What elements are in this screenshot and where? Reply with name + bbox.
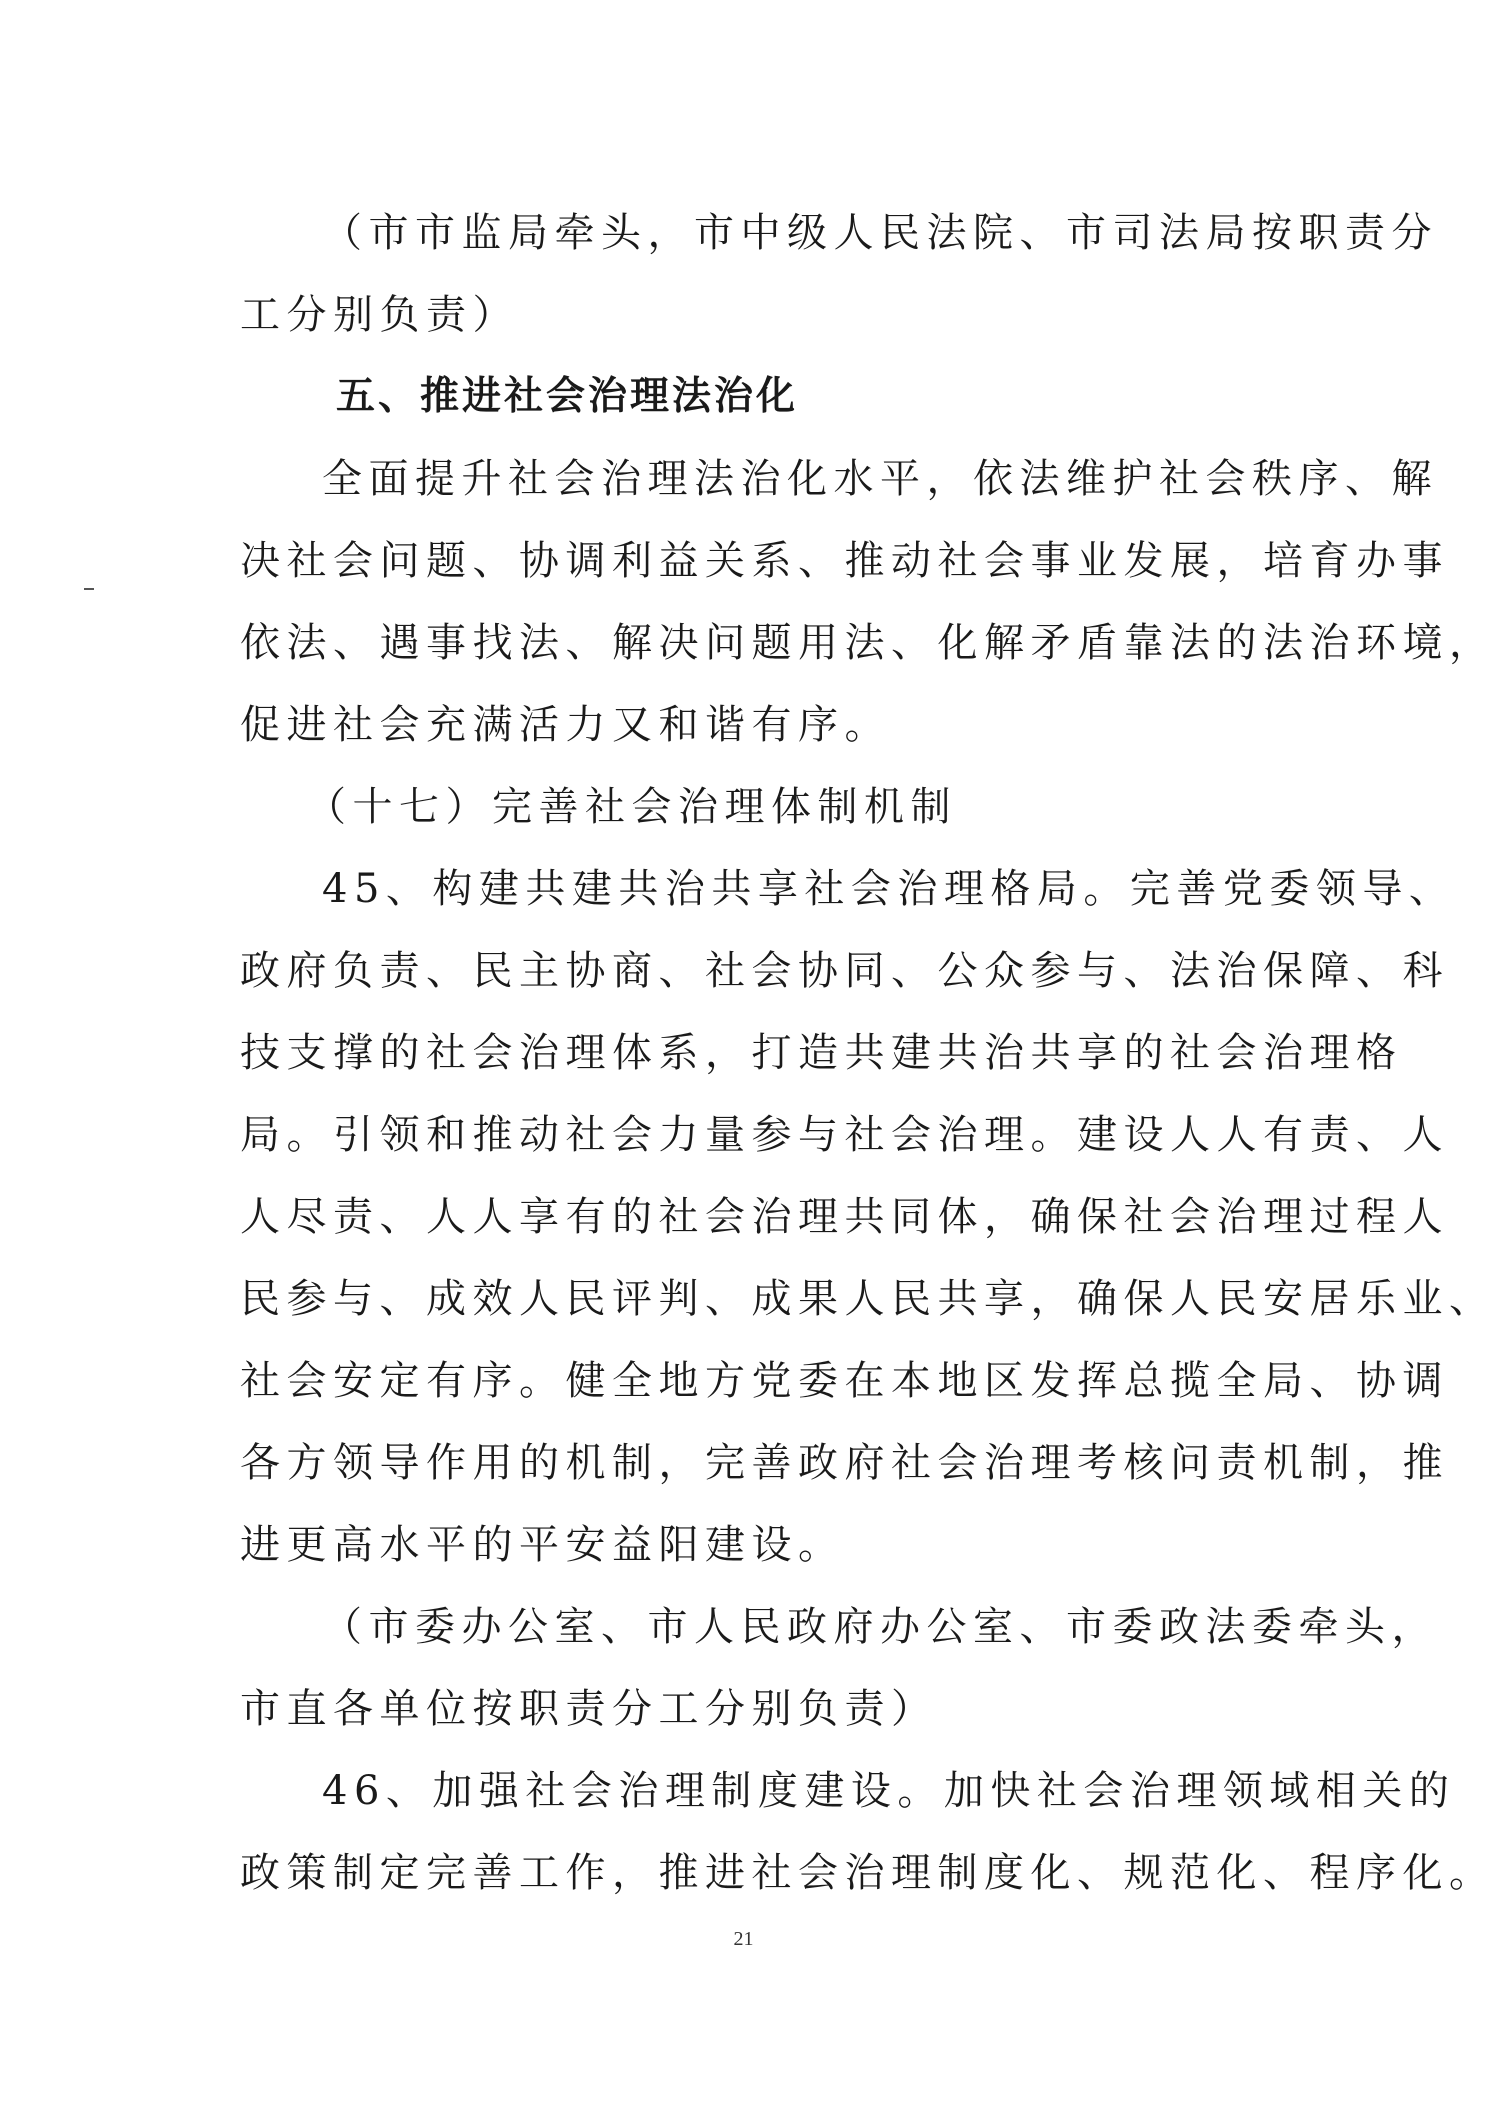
subsection-heading: （十七）完善社会治理体制机制 bbox=[306, 784, 957, 830]
text-line-19: 市直各单位按职责分工分别负责） bbox=[240, 1686, 938, 1732]
text-line-14: 民参与、成效人民评判、成果人民共享，确保人民安居乐业、 bbox=[240, 1276, 1496, 1322]
text-line-1: （市市监局牵头，市中级人民法院、市司法局按职责分 bbox=[322, 210, 1438, 256]
text-line-5: 决社会问题、协调利益关系、推动社会事业发展，培育办事 bbox=[240, 538, 1449, 584]
text-line-2: 工分别负责） bbox=[240, 292, 519, 338]
text-line-21: 政策制定完善工作，推进社会治理制度化、规范化、程序化。 bbox=[240, 1850, 1496, 1896]
text-line-4: 全面提升社会治理法治化水平，依法维护社会秩序、解 bbox=[322, 456, 1438, 502]
text-line-10: 政府负责、民主协商、社会协同、公众参与、法治保障、科 bbox=[240, 948, 1449, 994]
text-line-13: 人尽责、人人享有的社会治理共同体，确保社会治理过程人 bbox=[240, 1194, 1449, 1240]
margin-mark bbox=[84, 588, 94, 590]
text-line-15: 社会安定有序。健全地方党委在本地区发挥总揽全局、协调 bbox=[240, 1358, 1449, 1404]
text-line-17: 进更高水平的平安益阳建设。 bbox=[240, 1522, 845, 1568]
text-line-6: 依法、遇事找法、解决问题用法、化解矛盾靠法的法治环境， bbox=[240, 620, 1496, 666]
text-line-7: 促进社会充满活力又和谐有序。 bbox=[240, 702, 891, 748]
text-line-18: （市委办公室、市人民政府办公室、市委政法委牵头， bbox=[322, 1604, 1438, 1650]
section-heading: 五、推进社会治理法治化 bbox=[336, 374, 799, 419]
page-number: 21 bbox=[733, 1928, 754, 1950]
text-line-11: 技支撑的社会治理体系，打造共建共治共享的社会治理格 bbox=[240, 1030, 1403, 1076]
text-line-16: 各方领导作用的机制，完善政府社会治理考核问责机制，推 bbox=[240, 1440, 1449, 1486]
text-line-12: 局。引领和推动社会力量参与社会治理。建设人人有责、人 bbox=[240, 1112, 1449, 1158]
text-line-20: 46、加强社会治理制度建设。加快社会治理领域相关的 bbox=[322, 1768, 1456, 1814]
text-line-9: 45、构建共建共治共享社会治理格局。完善党委领导、 bbox=[322, 866, 1456, 912]
